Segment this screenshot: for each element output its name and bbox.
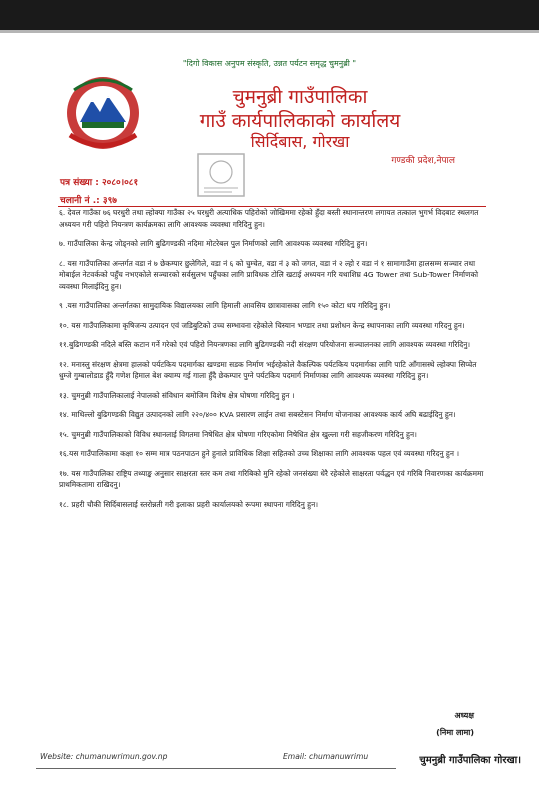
footer-website: Website: chumanuwrimun.gov.np	[40, 752, 168, 761]
top-bar	[0, 0, 539, 30]
motto: "दिगो विकास अनुपम संस्कृति, उन्नत पर्यटन समृद्ध चुमनुब्री "	[182, 59, 357, 68]
list-item: ७. गाउँपालिका केन्द्र जोड्नको लागि बुढिगण्डकी नदिमा मोटरेबल पुल निर्माणको लागि आवश्यक व्यवस्था गरिदिनु हुन।	[59, 239, 368, 248]
signatory-org: चुमनुब्री गाउँपालिका गोरखा।	[419, 755, 521, 766]
nepal-emblem-icon	[60, 70, 146, 156]
demand-list	[59, 207, 489, 518]
list-item: १३. चुमनुब्री गाउँपालिकालाई नेपालको संविधान बमोजिम विशेष क्षेत्र घोषणा गरिदिनु हुन ।	[59, 390, 295, 400]
list-item: १४. माथिल्लो बुढिगण्डकी विद्युत उत्पादनको लागि २२०/४०० KVA प्रसारण लाईन तथा सबस्टेसन निर्माण योजनाका आवश्यक कार्य अघि बढाईदिनु हुन।	[59, 410, 456, 419]
list-item: १६.यस गाउँपालिकामा कक्षा १० सम्म मात्र पठनपाठन हुने हुनाले प्राविधिक शिक्षा सहितको उच्च शिक्षाका लागि आवश्यक पहल एवं व्यवस्था गरिदनु हुन ।	[59, 449, 460, 458]
footer-email: Email: chumanuwrimu	[283, 752, 369, 761]
dispatch-number: चलानी नं .: ३९७	[60, 196, 117, 206]
top-border	[0, 30, 539, 33]
province: गण्डकी प्रदेश,नेपाल	[391, 156, 455, 166]
org-name: चुमनुब्री गाउँपालिका	[232, 86, 368, 108]
list-item: ८. यस गाउँपालिका अन्तर्गत वडा नं ७ छेकम्पार छुलेगिले, वडा नं ६ को चुम्चेत, वडा नं ३ को जगत, वडा नं २ ल्हो र वडा नं १ सामागाउँमा हालसम्म सञ्चार तथा मोबाईल नेटवर्कको पहुँच नभएकोले सञ्चारको सर्वसुलभ पहुँचका लागि प्राविधक टोलि खटाई अध्ययन गरि यथाशिघ्र 4G Tower तथा Sub-Tower निर्माणको व्यवस्था मिलाईदिनु हुन।	[59, 258, 479, 291]
list-item: १५. चुमनुब्री गाउँपालिकाको विविध स्थानलाई विगतमा निषेधित क्षेत्र घोषणा गरिएकोमा निषेधित क्षेत्र खुल्ला गरी सहजीकरण गरिदिनु हुन।	[59, 429, 417, 439]
letter-number: पत्र संख्या : २०८०।०८१	[60, 178, 139, 188]
signatory-name: (निमा लामा)	[436, 728, 474, 737]
office-name: गाउँ कार्यपालिकाको कार्यालय	[199, 110, 401, 132]
list-item: १७. यस गाउँपालिका राष्ट्रिय तथ्याङ्क अनुसार साक्षरता स्तर कम तथा गरिबिको मुनि रहेको जनसंख्या धेरै रहेकोले साक्षरता पर्वद्धन एवं गरिबि निवारणका कार्यक्रममा प्राथमिकतामा राखिदनु।	[59, 468, 484, 489]
office-stamp-icon	[196, 152, 246, 198]
list-item: ९ .यस गाउँपालिका अन्तर्गतका सामुदायिक विद्यालयका लागि हिमाली आवसिय छात्रावासका लागि १५० कोटा थप गरिदिनु हुन।	[59, 301, 391, 310]
footer-divider	[36, 768, 396, 769]
address: सिर्दिबास, गोरखा	[250, 132, 350, 151]
list-item: ६. देवल गाउँका ७६ घरधुरी तथा ल्होक्पा गाउँका २५ घरधुरी अत्याधिक पहिरोको जोखिममा रहेको हुँदा बस्ती स्थानान्तरण लगायत तत्काल भुगर्भ विदबाट स्थलगत अध्ययन गरी पहिरो नियन्त्रण कार्यक्रमका लागि आवश्यक व्यवस्था गरिदिनु हुन।	[59, 208, 479, 229]
list-item: ११.बुढिगण्डकी नदिले बस्ति कटान गर्ने गरेको एवं पहिरो नियन्त्रणका लागि बुढिगण्डकी नदी संरक्षण परियोजना सञ्चालनका लागि आवश्यक व्यवस्था गरिदिनु।	[59, 340, 471, 349]
signatory-title: अध्यक्ष	[454, 711, 474, 720]
list-item: १८. प्रहरी चौकी सिर्दिबासलाई स्तरोन्नती गरी इलाका प्रहरी कार्यालयको रूपमा स्थापना गरिदिनु हुन।	[59, 499, 318, 509]
list-item: १२. मनास्लु संरक्षण क्षेत्रमा हालको पर्यटकिय पदमार्गका खण्डमा सडक निर्माण भईरहेकोले वैकल्पिक पर्यटकिय पदमार्गका लागि पाटि आँगासस्थे ल्होक्पा सिप्चेत धुम्जे गुम्बालोडाड हुँदै गणेश हिमाल बेश क्याम्प गई गाला हुँदै छेकम्पार पुग्ने पर्यटकिय पदमार्ग निर्माणका लागि आवश्यक व्यवस्था गरिदिनु हुन।	[59, 359, 477, 380]
list-item: १०. यस गाउँपालिकामा कृषिजन्य उत्पादन एवं जडिबुटिको उच्च सम्भावना रहेकोले चिस्यान भण्डार तथा प्रशोधन केन्द्र स्थापनाका लागि व्यवस्था गरिदनु हुन।	[59, 320, 465, 330]
